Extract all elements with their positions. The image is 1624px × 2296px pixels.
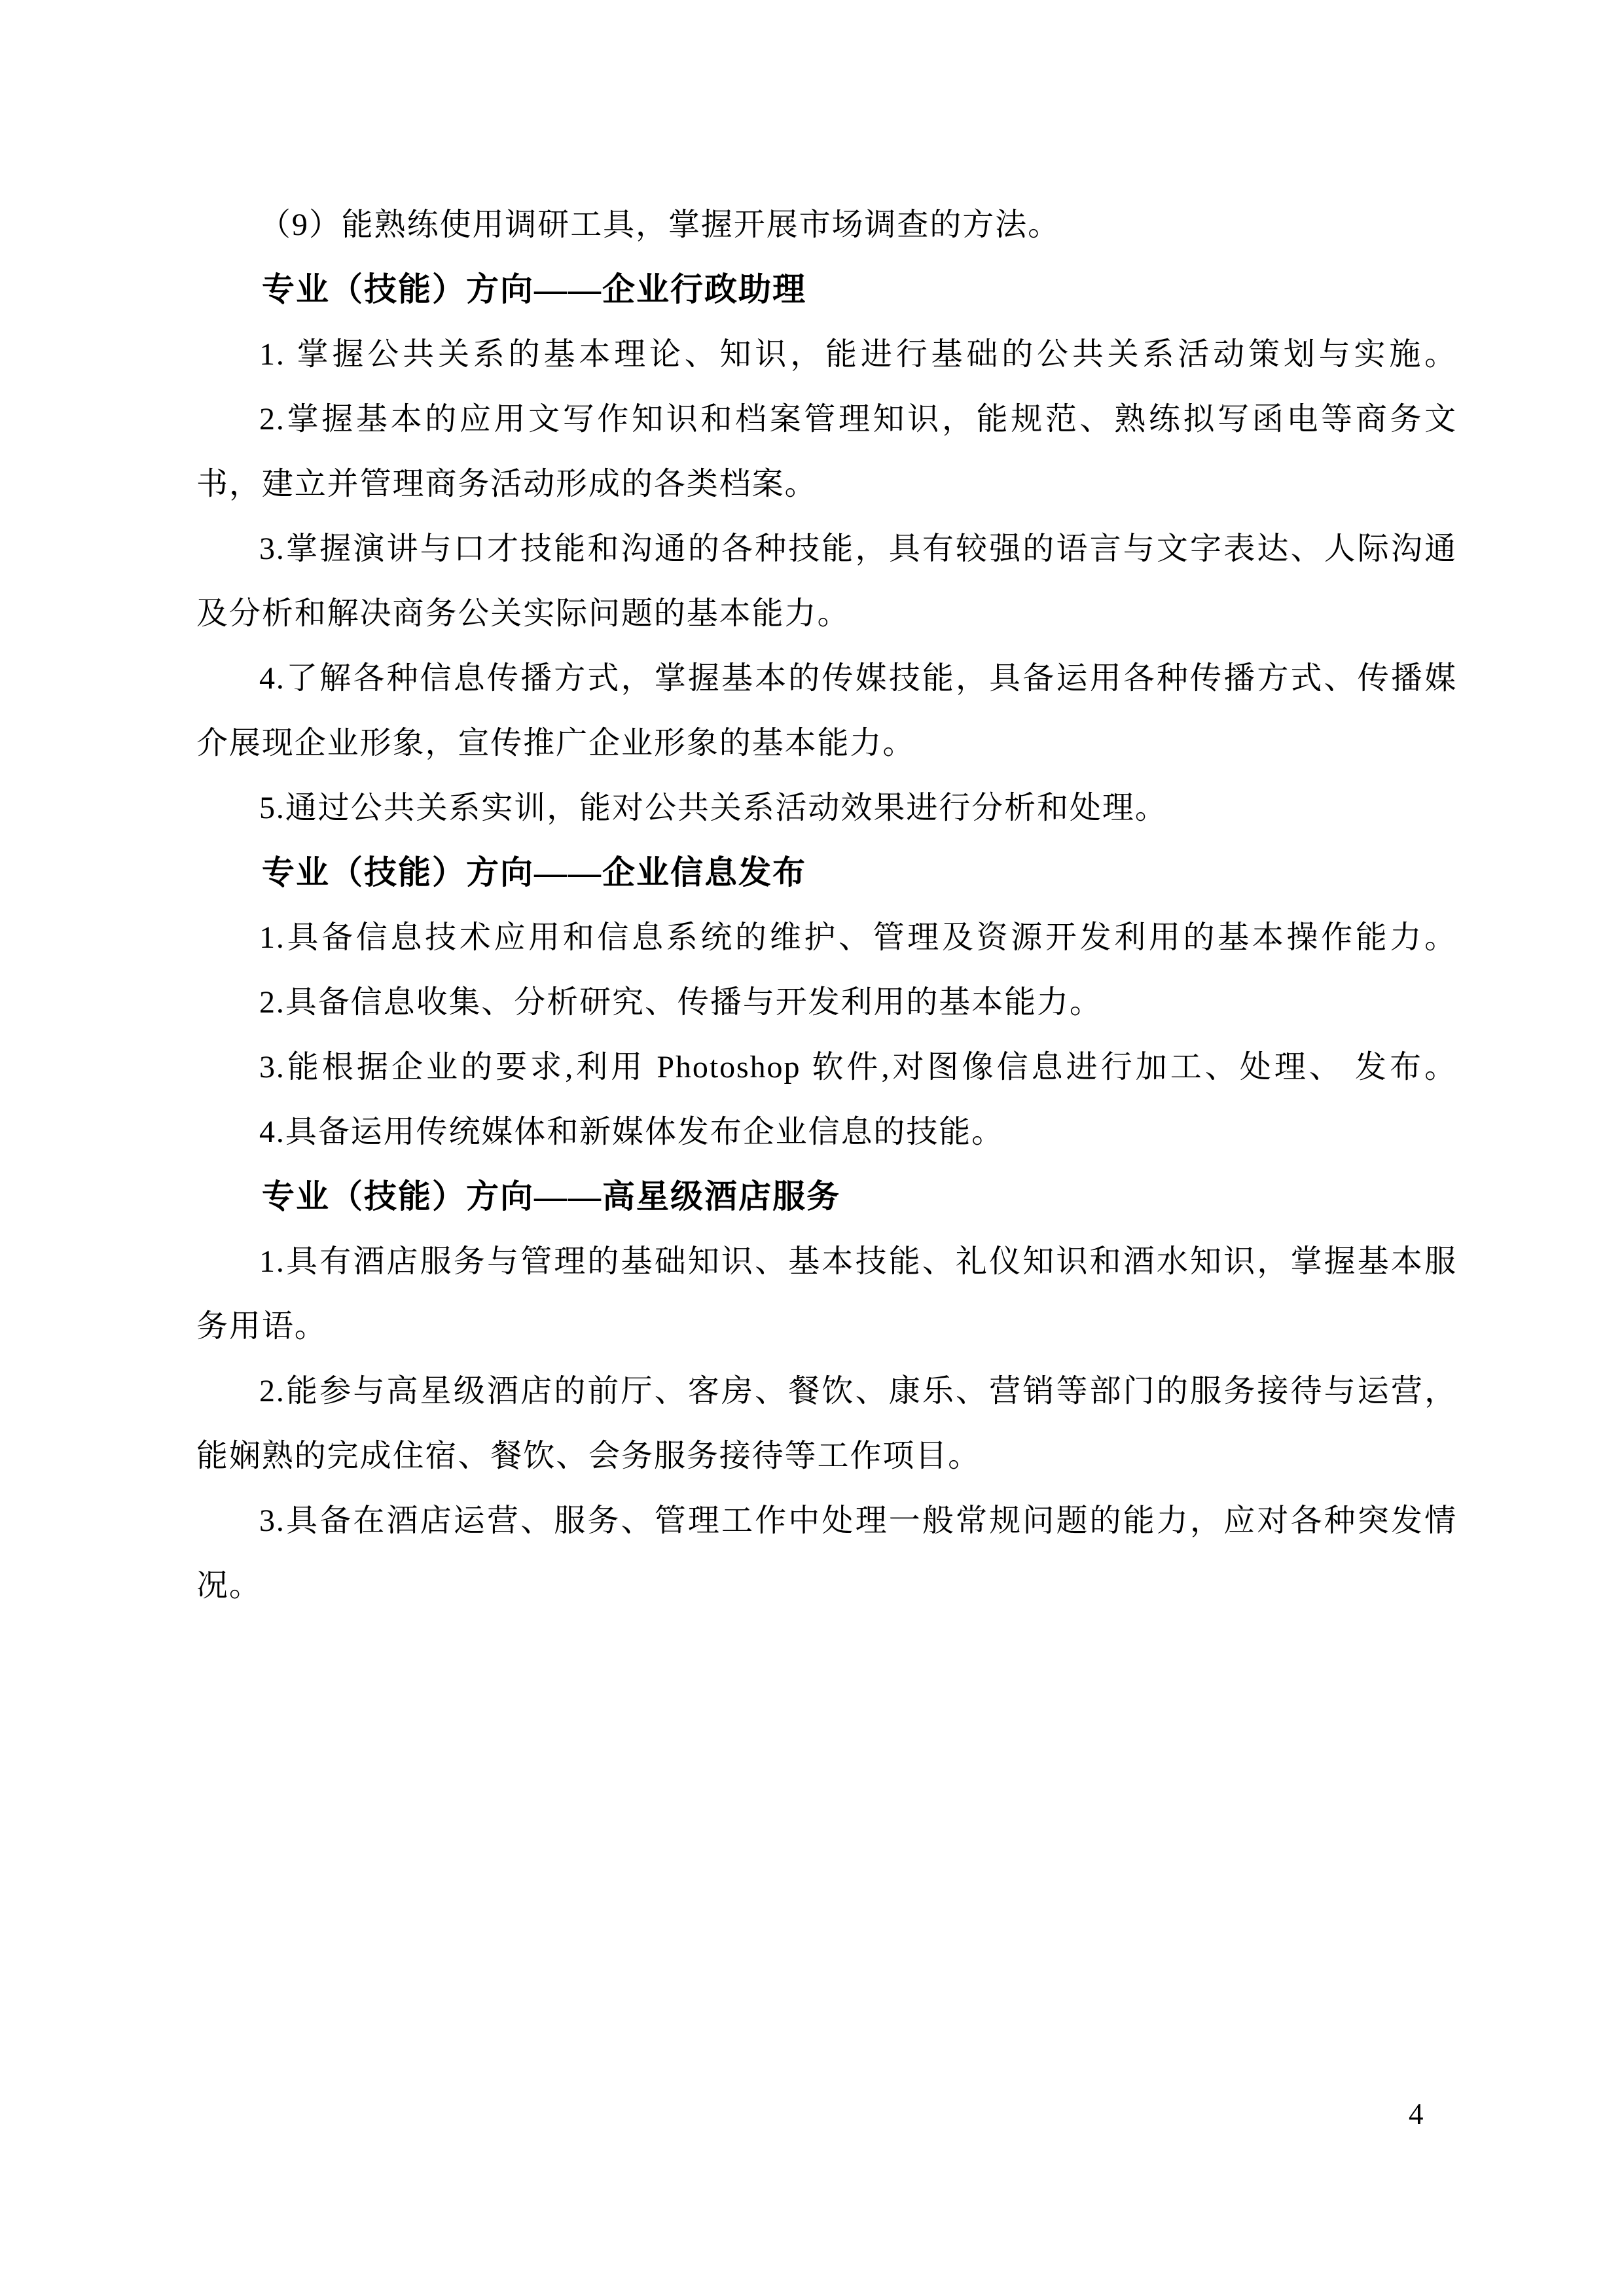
body-paragraph: 3.能根据企业的要求,利用 Photoshop 软件,对图像信息进行加工、处理、 发布。: [259, 1050, 1457, 1085]
body-paragraph: 2.能参与高星级酒店的前厅、客房、餐饮、康乐、营销等部门的服务接待与运营，能娴熟的完成住宿、餐饮、会务服务接待等工作项目。: [196, 1374, 1457, 1473]
body-paragraph: 3.掌握演讲与口才技能和沟通的各种技能，具有较强的语言与文字表达、人际沟通及分析和解决商务公关实际问题的基本能力。: [196, 531, 1457, 631]
document-body: [196, 192, 1457, 1618]
section-heading: 专业（技能）方向——高星级酒店服务: [262, 1178, 840, 1215]
page-number: 4: [1409, 2098, 1424, 2130]
body-paragraph: 2.掌握基本的应用文写作知识和档案管理知识，能规范、熟练拟写函电等商务文书，建立并管理商务活动形成的各类档案。: [196, 402, 1457, 501]
section-heading: 专业（技能）方向——企业信息发布: [262, 854, 806, 891]
body-paragraph: 4.了解各种信息传播方式，掌握基本的传媒技能，具备运用各种传播方式、传播媒介展现企业形象，宣传推广企业形象的基本能力。: [196, 661, 1457, 761]
body-paragraph: 2.具备信息收集、分析研究、传播与开发利用的基本能力。: [259, 985, 1102, 1020]
section-heading: 专业（技能）方向——企业行政助理: [262, 271, 806, 308]
body-paragraph: 1.具备信息技术应用和信息系统的维护、管理及资源开发利用的基本操作能力。: [259, 920, 1457, 955]
body-paragraph: 1. 掌握公共关系的基本理论、知识，能进行基础的公共关系活动策划与实施。: [259, 337, 1457, 372]
body-paragraph: 3.具备在酒店运营、服务、管理工作中处理一般常规问题的能力，应对各种突发情况。: [196, 1503, 1457, 1603]
body-paragraph: 5.通过公共关系实训，能对公共关系活动效果进行分析和处理。: [259, 791, 1168, 825]
body-paragraph: （9）能熟练使用调研工具，掌握开展市场调查的方法。: [259, 207, 1061, 242]
body-paragraph: 1.具有酒店服务与管理的基础知识、基本技能、礼仪知识和酒水知识，掌握基本服务用语。: [196, 1244, 1457, 1344]
body-paragraph: 4.具备运用传统媒体和新媒体发布企业信息的技能。: [259, 1115, 1005, 1149]
